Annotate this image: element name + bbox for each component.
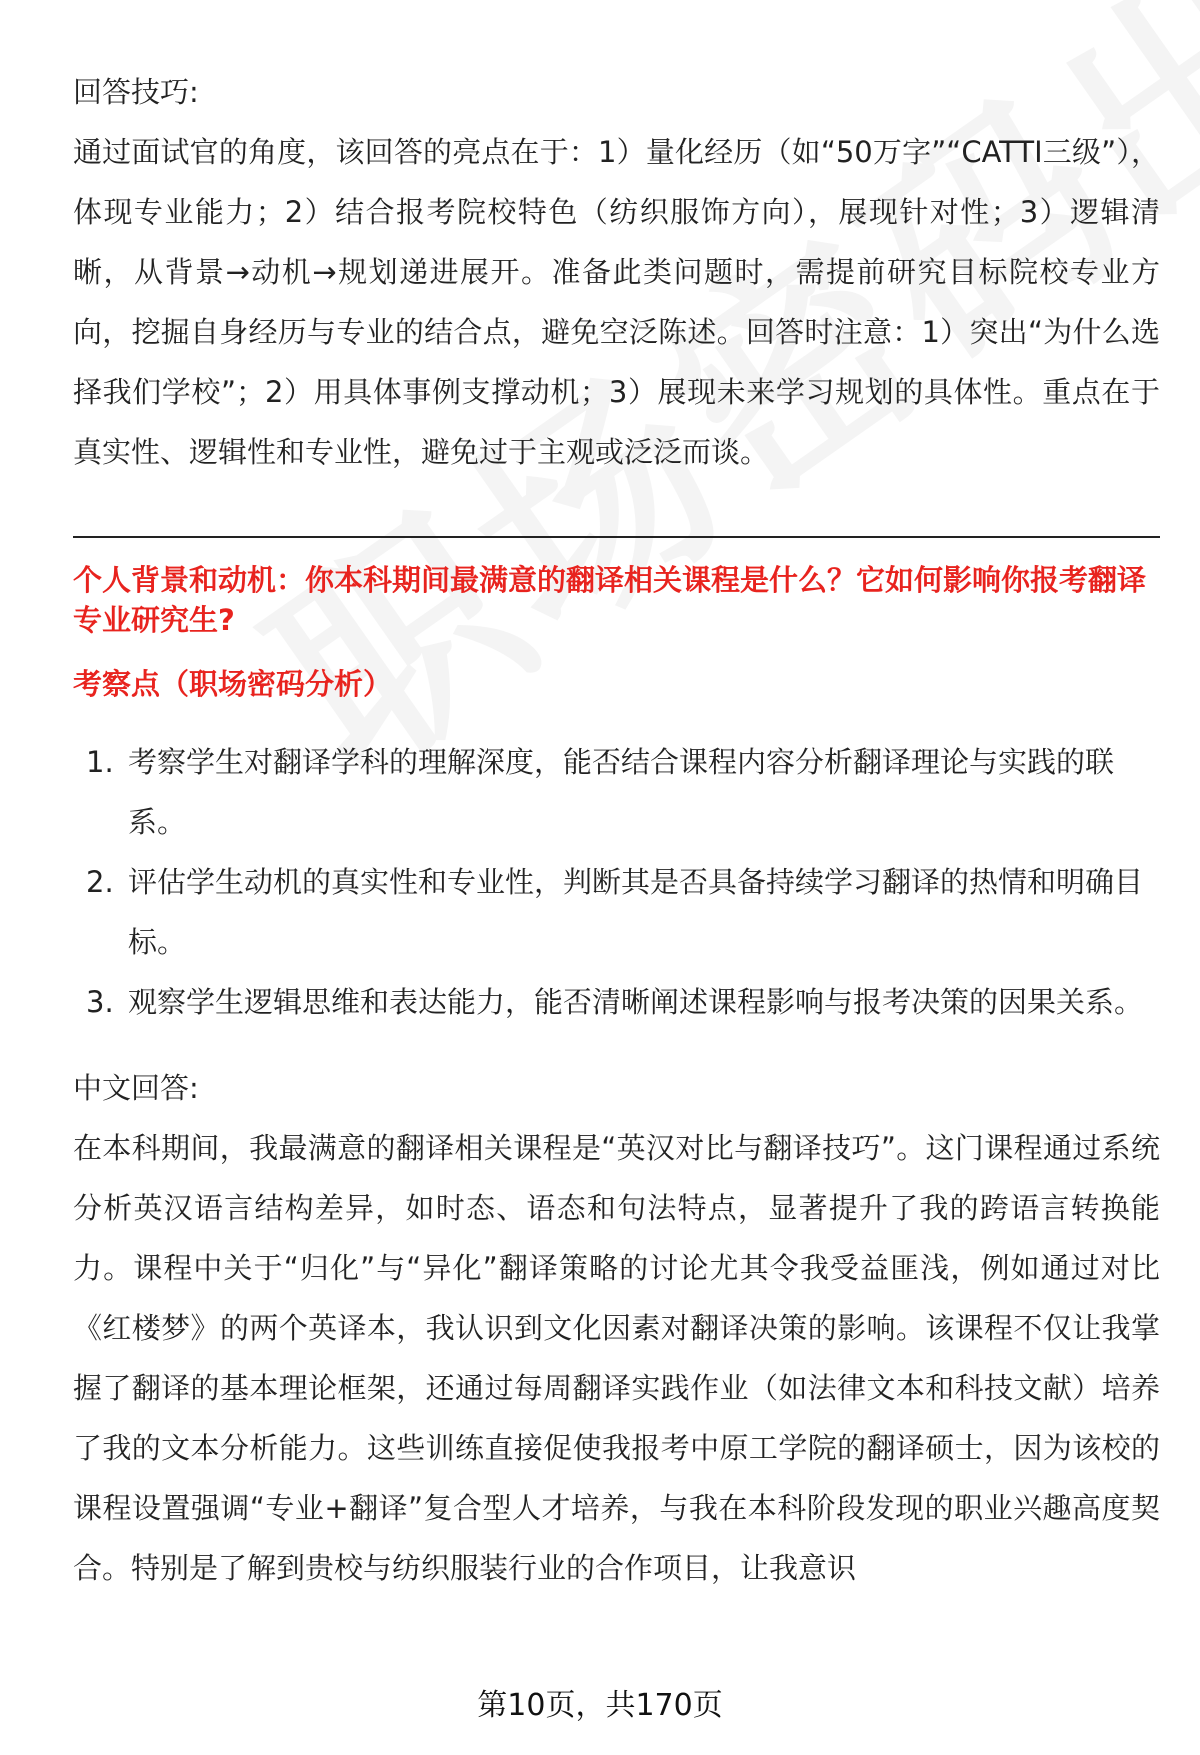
page-number: 第10页，共170页 — [477, 1688, 723, 1723]
list-item-number: 2. — [86, 865, 114, 899]
chinese-answer-body: 在本科期间，我最满意的翻译相关课程是“英汉对比与翻译技巧”。这门课程通过系统分析英汉语言结构差异，如时态、语态和句法特点，显著提升了我的跨语言转换能力。课程中关于“归化”与“异化”翻译策略的讨论尤其令我受益匪浅，例如通过对比《红楼梦》的两个英译本，我认识到文化因素对翻译决策的影响。该课程不仅让我掌握了翻译的基本理论框架，还通过每周翻译实践作业（如法律文本和科技文献）培养了我的文本分析能力。这些训练直接促使我报考中原工学院的翻译硕士，因为该校的课程设置强调“专业+翻译”复合型人才培养，与我在本科阶段发现的职业兴趣高度契合。特别是了解到贵校与纺织服装行业的合作项目，让我意识 — [73, 1131, 1160, 1585]
assessment-points-list — [73, 732, 1160, 1032]
list-item — [73, 852, 1160, 972]
section-divider — [73, 536, 1160, 538]
assessment-points-heading: 考察点（职场密码分析） — [73, 667, 393, 701]
list-item-text: 考察学生对翻译学科的理解深度，能否结合课程内容分析翻译理论与实践的联系。 — [128, 745, 1115, 839]
answer-tips-label: 回答技巧: — [73, 75, 199, 109]
list-item-number: 3. — [86, 985, 114, 1019]
list-item-text: 观察学生逻辑思维和表达能力，能否清晰阐述课程影响与报考决策的因果关系。 — [128, 985, 1144, 1019]
page-content — [73, 62, 1160, 1598]
list-item — [73, 972, 1160, 1032]
list-item-number: 1. — [86, 745, 114, 779]
list-item-text: 评估学生动机的真实性和专业性，判断其是否具备持续学习翻译的热情和明确目标。 — [128, 865, 1144, 959]
list-item — [73, 732, 1160, 852]
chinese-answer-label: 中文回答: — [73, 1071, 199, 1105]
question-title: 个人背景和动机：你本科期间最满意的翻译相关课程是什么？它如何影响你报考翻译专业研究生? — [73, 563, 1147, 637]
answer-tips-body: 通过面试官的角度，该回答的亮点在于：1）量化经历（如“50万字”“CATTI三级”），体现专业能力；2）结合报考院校特色（纺织服饰方向），展现针对性；3）逻辑清晰，从背景→动机→规划递进展开。准备此类问题时，需提前研究目标院校专业方向，挖掘自身经历与专业的结合点，避免空泛陈述。回答时注意：1）突出“为什么选择我们学校”；2）用具体事例支撑动机；3）展现未来学习规划的具体性。重点在于真实性、逻辑性和专业性，避免过于主观或泛泛而谈。 — [73, 135, 1160, 469]
